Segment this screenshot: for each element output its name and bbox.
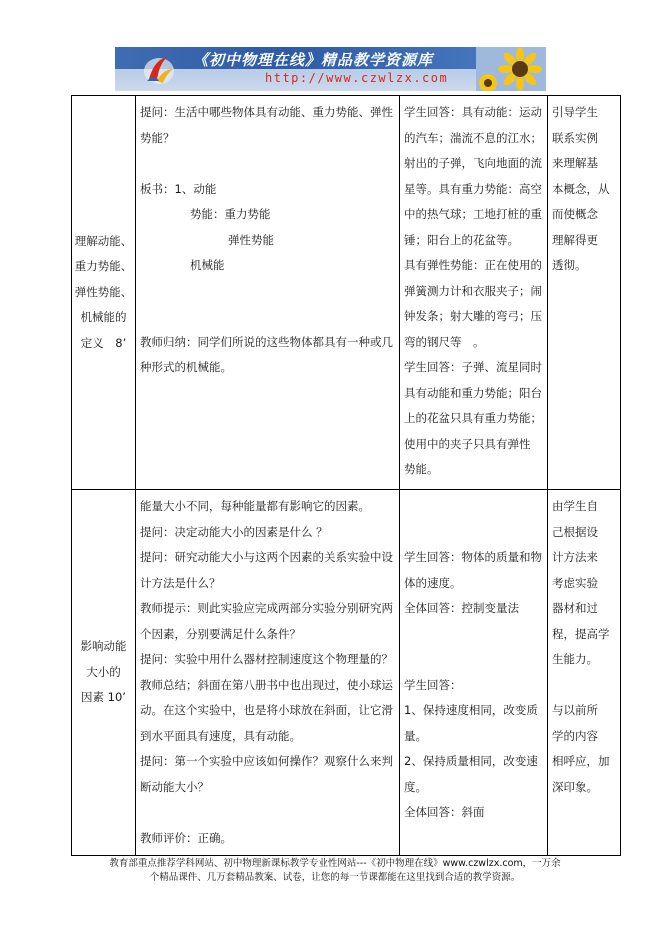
student-line: 钟发条；射大雕的弯弓；压 [404, 309, 542, 323]
footer-line-2: 个精品课件、几万套精品教案、试卷，让您的每一节课都能在这里找到合适的教学资源。 [149, 872, 521, 883]
student-line: 学生回答： [404, 677, 462, 692]
blank-line [140, 304, 395, 330]
student-line: 星等。具有重力势能：高空 [404, 181, 542, 196]
student-line: 势能。 [404, 462, 439, 476]
intent-line: 理解得更 [552, 232, 598, 247]
intent-line: 深印象。 [552, 779, 598, 794]
intent-line: 考虑实验 [552, 575, 598, 590]
lesson-plan-table [71, 95, 621, 856]
student-activity-cell [400, 490, 548, 856]
topic-line: 因素 10’ [81, 690, 126, 705]
student-line: 学生回答：物体的质量和物 [404, 550, 542, 564]
blank-line [140, 151, 395, 177]
teacher-line: 提问：研究动能大小与这两个因素的关系实验中设 [140, 550, 393, 564]
intent-line: 与以前所 [552, 703, 598, 717]
student-line: 上的花盆只具有重力势能； [404, 411, 542, 425]
teacher-line: 提问：决定动能大小的因素是什么 ？ [140, 524, 328, 539]
student-line: 使用中的夹子只具有弹性 [404, 436, 531, 451]
teacher-line: 提问：生活中哪些物体具有动能、重力势能、弹性 [140, 105, 393, 119]
student-line: 锤；阳台上的花盆等。 [404, 232, 519, 247]
student-line: 学生回答：子弹、流星同时 [404, 360, 542, 374]
teacher-line: 个因素，分别要满足什么条件？ [140, 626, 301, 641]
teacher-line: 教师提示：则此实验应完成两部分实验分别研究两 [140, 601, 393, 615]
teacher-line: 提问：第一个实验中应该如何操作？观察什么来判 [140, 754, 393, 768]
student-line: 具有动能和重力势能；阳台 [404, 385, 542, 400]
topic-line: 理解动能、 [74, 233, 133, 248]
intent-line: 程，提高学 [552, 626, 610, 641]
topic-cell [72, 490, 136, 856]
teacher-line: 势能：重力势能 [190, 207, 271, 221]
teacher-line: 提问：实验中用什么器材控制速度这个物理量的？ [140, 652, 393, 666]
site-banner [115, 47, 546, 91]
intent-line: 联系实例 [552, 130, 598, 145]
teacher-line: 到水平面具有速度，具有动能。 [140, 728, 301, 743]
design-intent-cell [548, 490, 621, 856]
intent-line: 由学生自 [552, 499, 598, 513]
student-line: 中的热气球；工地打桩的重 [404, 207, 542, 221]
intent-line: 而使概念 [552, 207, 598, 221]
intent-line: 生能力。 [552, 652, 598, 666]
footer-line-1: 教育部重点推荐学科网站、初中物理新课标教学专业性网站---《初中物理在线》www.czwlzx.com，一万余 [109, 858, 561, 869]
topic-line: 影响动能 [80, 639, 127, 654]
student-line: 射出的子弹，飞向地面的流 [404, 156, 542, 170]
topic-line: 机械能的 [80, 310, 127, 325]
student-line: 具有弹性势能：正在使用的 [404, 258, 542, 272]
intent-line: 器材和过 [552, 601, 598, 615]
teacher-line: 机械能 [190, 258, 225, 272]
design-intent-cell [548, 96, 621, 490]
intent-line: 本概念，从 [552, 181, 610, 196]
teacher-line: 教师归纳：同学们所说的这些物体都具有一种或几 [140, 334, 393, 349]
intent-line: 相呼应，加 [552, 754, 610, 768]
intent-line: 透彻。 [552, 258, 587, 272]
teacher-line: 计方法是什么？ [140, 575, 221, 590]
blank-line [404, 622, 543, 648]
intent-line: 计方法来 [552, 550, 598, 564]
topic-line: 弹性势能、 [74, 284, 133, 299]
teacher-line: 种形式的机械能。 [140, 360, 232, 374]
blank-line [404, 494, 543, 520]
teacher-line: 教师评价：正确。 [140, 830, 232, 845]
blank-line [140, 800, 395, 826]
student-line: 体的速度。 [404, 575, 462, 590]
banner-title: 《初中物理在线》精品教学资源库 [193, 51, 434, 69]
sunflower-icon [476, 47, 546, 91]
teacher-line: 弹性势能 [228, 232, 274, 247]
teacher-line: 势能？ [140, 130, 175, 145]
lesson-row [72, 490, 621, 856]
student-line: 全体回答：斜面 [404, 805, 485, 819]
blank-line [140, 279, 395, 305]
teacher-line: 动。在这个实验中，也是将小球放在斜面，让它滑 [140, 703, 393, 717]
student-line: 学生回答：具有动能：运动 [404, 105, 542, 119]
teacher-line: 断动能大小？ [140, 779, 209, 794]
intent-line: 学的内容 [552, 728, 598, 743]
student-activity-cell [400, 96, 548, 490]
lesson-row [72, 96, 621, 490]
intent-line: 引导学生 [552, 105, 598, 119]
student-line: 弹簧测力计和衣服夹子；闹 [404, 283, 542, 298]
student-line: 全体回答：控制变量法 [404, 601, 519, 615]
banner-url: http://www.czwlzx.com [265, 71, 449, 85]
blank-line [552, 673, 616, 699]
student-line: 2、保持质量相同，改变速 [404, 754, 538, 768]
blank-line [404, 520, 543, 546]
site-logo-icon [141, 51, 177, 87]
student-line: 度。 [404, 779, 427, 794]
topic-line: 定义 8’ [80, 335, 127, 350]
blank-line [404, 647, 543, 673]
student-line: 弯的钢尺等 。 [404, 334, 485, 349]
teacher-activity-cell [136, 490, 400, 856]
student-line: 量。 [404, 728, 427, 743]
teacher-line: 能量大小不同，每种能量都有影响它的因素。 [140, 499, 370, 513]
student-line: 的汽车；湍流不息的江水； [404, 130, 542, 145]
teacher-activity-cell [136, 96, 400, 490]
topic-cell [72, 96, 136, 490]
intent-line: 来理解基 [552, 156, 598, 170]
topic-line: 大小的 [86, 664, 121, 679]
teacher-line: 板书：1、动能 [140, 181, 217, 196]
teacher-line: 教师总结；斜面在第八册书中也出现过，使小球运 [140, 677, 393, 692]
intent-line: 己根据设 [552, 524, 598, 539]
page-footer [80, 857, 590, 885]
topic-line: 重力势能、 [74, 259, 133, 274]
student-line: 1、保持速度相同，改变质 [404, 703, 538, 717]
